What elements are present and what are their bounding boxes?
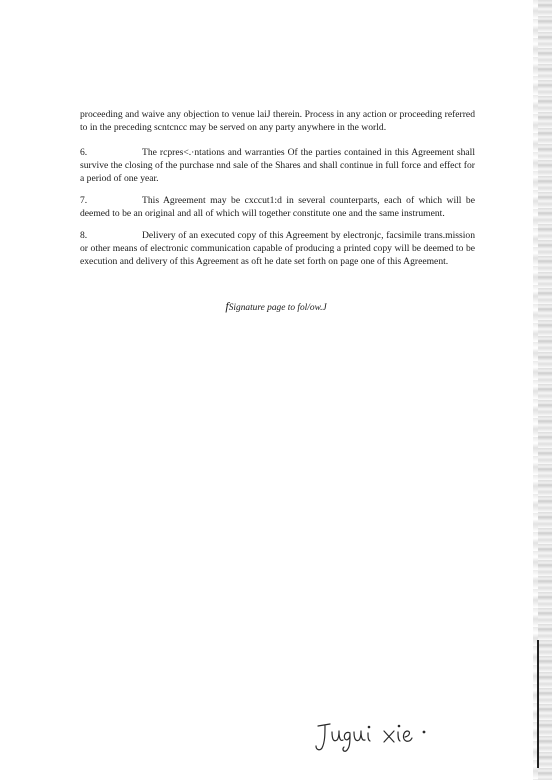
paragraph-7-number: 7. bbox=[80, 195, 88, 206]
scan-edge-line bbox=[537, 640, 539, 768]
paragraph-8-text: Delivery of an executed copy of this Agreement by electronjc, facsimile trans.mission or other means of electronic communication capable of producing a printed copy will be deemed to be execution and delivery of this Agreement as oft he date set forth on page one of this Agreement. bbox=[80, 230, 475, 268]
paragraph-6-text: The rcpres<.·ntations and warranties Of the parties contained in this Agreement shall survive the closing of the purchase nnd sale of the Shares and shall continue in full force and effect for a period of one year. bbox=[80, 147, 475, 185]
scan-edge-artifact bbox=[538, 0, 552, 780]
paragraph-continued-text: proceeding and waive any objection to venue laiJ therein. Process in any action or proceeding referred to in the preceding scntcncc may be served on any party anywhere in the world. bbox=[80, 109, 475, 134]
signature-page-note bbox=[0, 299, 552, 314]
paragraph-8 bbox=[80, 229, 475, 269]
handwritten-signature bbox=[312, 714, 452, 754]
paragraph-6 bbox=[80, 146, 475, 186]
signature-page-note-prefix: f bbox=[225, 299, 229, 313]
paragraph-8-number: 8. bbox=[80, 230, 88, 241]
paragraph-continued bbox=[80, 108, 475, 134]
signature-page-note-text: Signature page to fol/ow.J bbox=[228, 303, 327, 313]
paragraph-7 bbox=[80, 194, 475, 220]
paragraph-6-number: 6. bbox=[80, 147, 88, 158]
paragraph-7-text: This Agreement may be cxccut1:d in several counterparts, each of which will be deemed to be an original and all of which will together constitute one and the same instrument. bbox=[80, 195, 475, 220]
